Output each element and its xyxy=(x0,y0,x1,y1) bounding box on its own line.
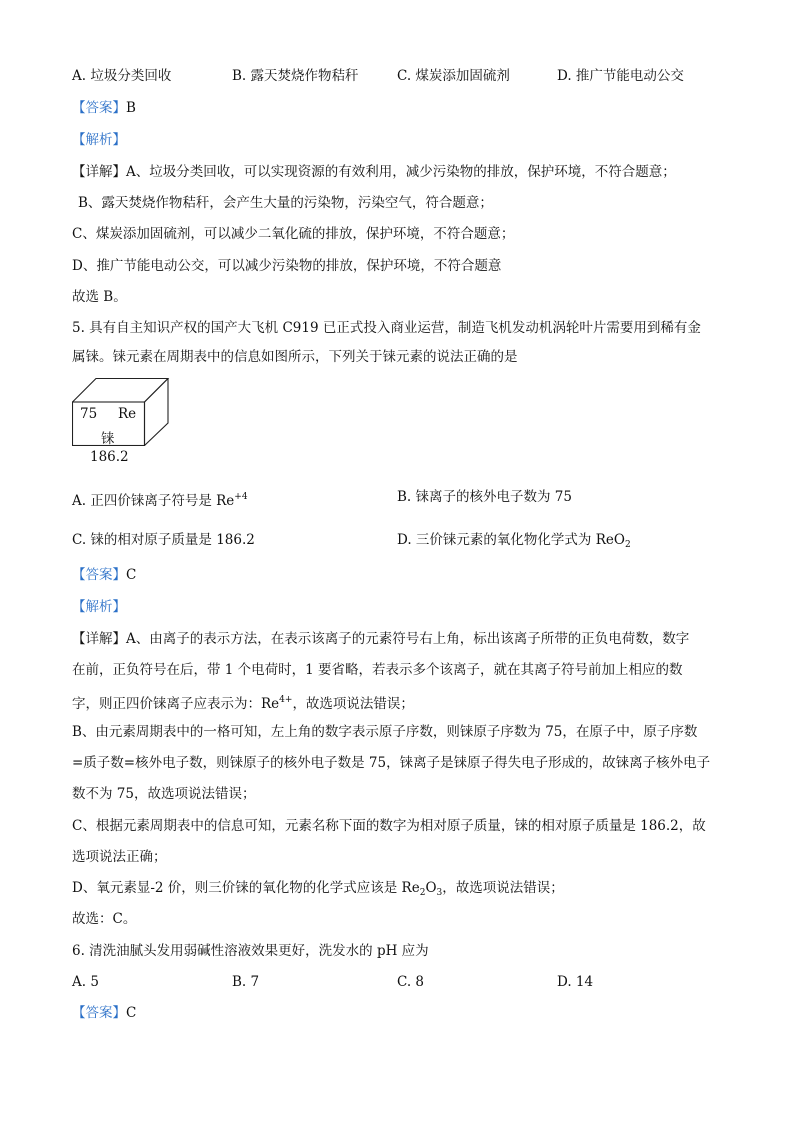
q5-detail-c-1: C、根据元素周期表中的信息可知，元素名称下面的数字为相对原子质量，铼的相对原子质量是 186.2，故 xyxy=(72,818,706,834)
detail-label: 【详解】 xyxy=(72,631,126,647)
q5-detail-d: D、氧元素显-2 价，则三价铼的氧化物的化学式应该是 $Re_2O_3$，故选项说法错误； xyxy=(72,880,564,898)
q5-option-b: B. 铼离子的核外电子数为 75 xyxy=(397,489,572,505)
q5-option-a: A. 正四价铼离子符号是 $Re^{+4}$ xyxy=(72,492,248,509)
detail-label: 【详解】 xyxy=(72,164,126,180)
atomic-number: 75 xyxy=(80,406,98,422)
q5-detail-b-1: B、由元素周期表中的一格可知，左上角的数字表示原子序数，则铼原子序数为 75，在原子中，原子序数 xyxy=(72,724,698,740)
q4-analysis-label: 【解析】 xyxy=(72,132,126,148)
answer-label: 【答案】 xyxy=(72,1005,126,1021)
q4-answer xyxy=(72,98,136,118)
q6-option-a: A. 5 xyxy=(72,974,99,990)
q5-stem-line-2: 属铼。铼元素在周期表中的信息如图所示，下列关于铼元素的说法正确的是 xyxy=(72,349,518,365)
q5-detail-b-3: 数不为 75，故选项说法错误； xyxy=(72,786,256,802)
q5-detail-c-2: 选项说法正确； xyxy=(72,849,167,865)
element-symbol: Re xyxy=(118,406,137,422)
q5-detail-a-2: 在前，正负符号在后，带 1 个电荷时，1 要省略，若表示多个该离子，就在其离子符号前加上相应的数 xyxy=(72,662,683,678)
q5-analysis-label: 【解析】 xyxy=(72,599,126,615)
q4-option-a: A. 垃圾分类回收 xyxy=(72,68,172,84)
q6-option-d: D. 14 xyxy=(557,974,594,990)
q6-option-b: B. 7 xyxy=(232,974,260,990)
q5-detail-b-2: =质子数=核外电子数，则铼原子的核外电子数是 75，铼离子是铼原子得失电子形成的，故铼离子核外电子 xyxy=(72,755,711,771)
element-name: 铼 xyxy=(101,431,115,447)
element-cell-rhenium xyxy=(72,378,172,465)
q5-option-c: C. 铼的相对原子质量是 186.2 xyxy=(72,532,255,548)
q4-detail-a: 【详解】A、垃圾分类回收，可以实现资源的有效利用，减少污染物的排放，保护环境，不符合题意； xyxy=(72,164,676,180)
q5-answer xyxy=(72,565,136,585)
answer-value: C xyxy=(126,1005,137,1021)
q4-conclusion: 故选 B。 xyxy=(72,289,127,305)
q4-option-c: C. 煤炭添加固硫剂 xyxy=(397,68,510,84)
q4-detail-b: B、露天焚烧作物秸秆，会产生大量的污染物，污染空气，符合题意； xyxy=(78,195,493,211)
answer-label: 【答案】 xyxy=(72,567,126,583)
q4-option-d: D. 推广节能电动公交 xyxy=(557,68,684,84)
q6-stem: 6. 清洗油腻头发用弱碱性溶液效果更好，洗发水的 pH 应为 xyxy=(72,943,429,959)
q4-detail-d: D、推广节能电动公交，可以减少污染物的排放，保护环境，不符合题意 xyxy=(72,258,502,274)
q5-detail-a-1: 【详解】A、由离子的表示方法，在表示该离子的元素符号右上角，标出该离子所带的正负电荷数，数字 xyxy=(72,631,690,647)
q5-detail-a-3: 字，则正四价铼离子应表示为：$Re^{4+}$，故选项说法错误； xyxy=(72,695,414,712)
answer-value: B xyxy=(126,100,136,116)
q5-option-d: D. 三价铼元素的氧化物化学式为 ReO$_2$ xyxy=(397,532,631,550)
atomic-mass: 186.2 xyxy=(90,449,129,465)
answer-label: 【答案】 xyxy=(72,100,126,116)
q5-conclusion: 故选：C。 xyxy=(72,911,137,927)
q6-option-c: C. 8 xyxy=(397,974,425,990)
answer-value: C xyxy=(126,567,137,583)
q6-answer xyxy=(72,1003,136,1023)
q5-stem-line-1: 5. 具有自主知识产权的国产大飞机 C919 已正式投入商业运营，制造飞机发动机涡轮叶片需要用到稀有金 xyxy=(72,320,701,336)
q4-option-b: B. 露天焚烧作物秸秆 xyxy=(232,68,359,84)
q4-detail-c: C、煤炭添加固硫剂，可以减少二氧化硫的排放，保护环境，不符合题意； xyxy=(72,226,515,242)
